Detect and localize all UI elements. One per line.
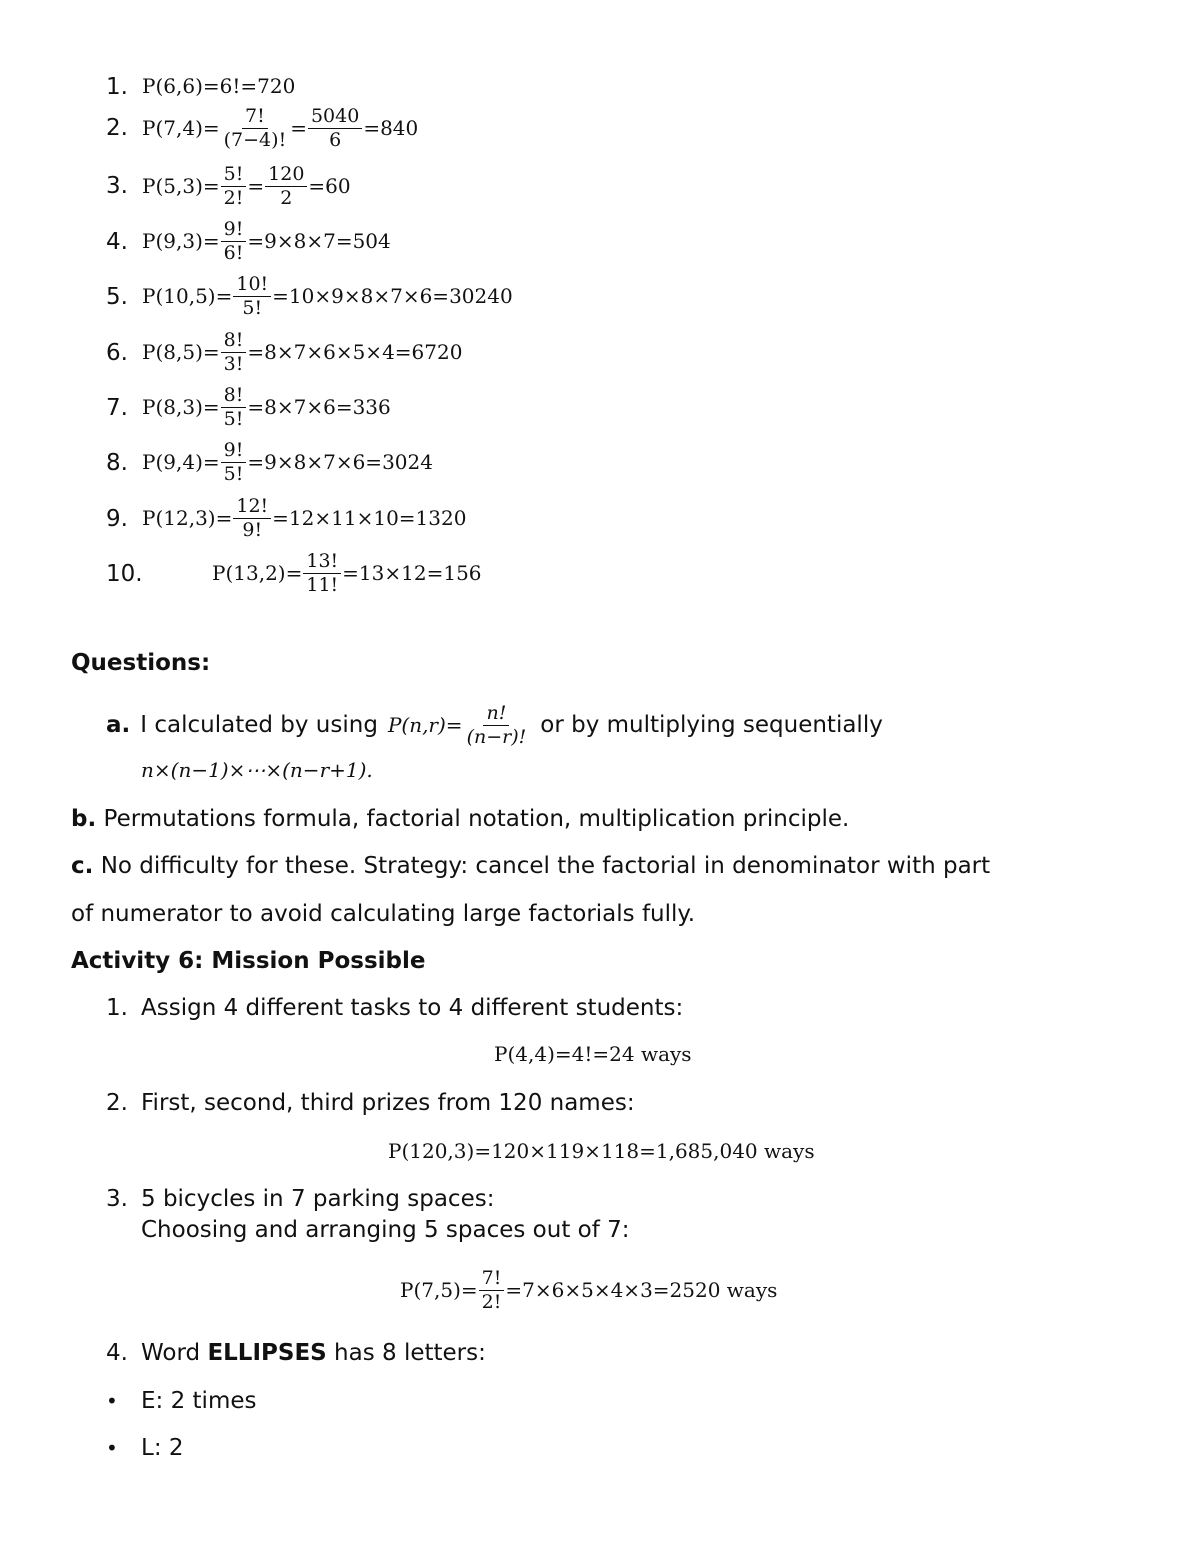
activity-item-2-text: First, second, third prizes from 120 names: — [141, 1090, 635, 1116]
answer-7-equation — [142, 379, 391, 435]
question-a-text: I calculated by using — [140, 711, 378, 738]
activity-item-2-equation: P(120,3)=120×119×118=1,685,040 ways — [388, 1139, 815, 1163]
activity-item-1-number: 1. — [106, 995, 128, 1021]
question-a-label: a. — [106, 711, 131, 738]
question-c-text-line-1: No difficulty for these. Strategy: cancel the factorial in denominator with part — [100, 853, 991, 879]
answer-9-result: =12×11×10=1320 — [272, 506, 467, 530]
activity-heading: Activity 6: Mission Possible — [71, 948, 426, 974]
answer-6-result: =8×7×6×5×4=6720 — [247, 340, 463, 364]
answer-9-equation — [142, 490, 466, 546]
answer-10-fraction-1: $\frac{13!}{11!}$ — [303, 552, 341, 595]
question-a — [106, 700, 883, 750]
question-b — [71, 808, 849, 831]
bullet-2-symbol: • — [106, 1436, 118, 1460]
answer-7-result: =8×7×6=336 — [247, 395, 391, 419]
question-c-text-line-2: of numerator to avoid calculating large factorials fully. — [71, 901, 696, 927]
answer-3-result: =60 — [308, 174, 351, 198]
answer-5-equation — [142, 268, 513, 324]
answer-4-lhs: P(9,3)= — [142, 229, 220, 253]
questions-heading: Questions: — [71, 650, 211, 676]
answer-7-lhs: P(8,3)= — [142, 395, 220, 419]
answer-1-number: 1. — [106, 74, 128, 100]
answer-6-lhs: P(8,5)= — [142, 340, 220, 364]
answer-8-equation — [142, 434, 433, 490]
answer-10-equation — [212, 545, 482, 601]
word-ellipses: ELLIPSES — [207, 1340, 327, 1366]
question-a-text-2: or by multiplying sequentially — [540, 711, 883, 738]
answer-3-fraction-1: $\frac{5!}{2!}$ — [221, 165, 247, 208]
activity-item-3-text: 5 bicycles in 7 parking spaces: — [141, 1186, 495, 1212]
answer-4-result: =9×8×7=504 — [247, 229, 391, 253]
question-a-sequence: n×(n−1)×⋯×(n−r+1). — [141, 758, 373, 782]
answer-6-equation — [142, 324, 462, 380]
answer-2-fraction-1: $\frac{7!}{(7-4)!}$ — [223, 104, 287, 151]
answer-6-fraction-1: $\frac{8!}{3!}$ — [221, 331, 247, 374]
activity-item-3-equation: P(7,5)= $\frac{7!}{2!}$ =7×6×5×4×3=2520 ways — [400, 1266, 778, 1313]
answer-2-fraction-2: $\frac{5040}{6}$ — [308, 107, 362, 150]
activity-item-1-equation: P(4,4)=4!=24 ways — [494, 1042, 692, 1066]
answer-9-number: 9. — [106, 506, 128, 532]
answer-3-fraction-2: $\frac{120}{2}$ — [265, 165, 307, 208]
answer-7-number: 7. — [106, 395, 128, 421]
answer-2-equation: P(7,4)= $\frac{7!}{(7-4)!}$ = $\frac{5040}{6}$ =840 — [142, 104, 419, 151]
answer-1-lhs: P(6,6)= — [142, 74, 220, 98]
answer-2-number: 2. — [106, 115, 128, 141]
activity-item-2-number: 2. — [106, 1090, 128, 1116]
answer-10-lhs: P(13,2)= — [212, 561, 303, 585]
answer-8-lhs: P(9,4)= — [142, 450, 220, 474]
answer-1-result: 6!=720 — [219, 74, 296, 98]
answer-6-number: 6. — [106, 340, 128, 366]
activity-item-3-text-2: Choosing and arranging 5 spaces out of 7: — [141, 1217, 630, 1243]
activity-item-3-number: 3. — [106, 1186, 128, 1212]
answer-5-fraction-1: $\frac{10!}{5!}$ — [233, 275, 271, 318]
question-a-formula: P(n,r)= $\frac{n!}{(n-r)!}$ — [387, 701, 527, 748]
answer-5-lhs: P(10,5)= — [142, 284, 233, 308]
answer-5-number: 5. — [106, 284, 128, 310]
answer-9-lhs: P(12,3)= — [142, 506, 233, 530]
answer-8-fraction-1: $\frac{9!}{5!}$ — [221, 441, 247, 484]
answer-4-equation — [142, 213, 391, 269]
answer-3-lhs: P(5,3)= — [142, 174, 220, 198]
answer-3-number: 3. — [106, 173, 128, 199]
answer-8-number: 8. — [106, 450, 128, 476]
activity-item-1-text: Assign 4 different tasks to 4 different students: — [141, 995, 684, 1021]
answer-10-result: =13×12=156 — [342, 561, 482, 585]
question-c — [71, 855, 990, 878]
answer-2-lhs: P(7,4)= — [142, 116, 220, 140]
answer-10-number: 10. — [106, 561, 143, 587]
answer-9-fraction-1: $\frac{12!}{9!}$ — [233, 497, 271, 540]
answer-7-fraction-1: $\frac{8!}{5!}$ — [221, 386, 247, 429]
question-b-label: b. — [71, 806, 97, 832]
answer-4-number: 4. — [106, 229, 128, 255]
activity-item-4-number: 4. — [106, 1340, 128, 1366]
question-c-label: c. — [71, 853, 94, 879]
bullet-1-text: E: 2 times — [141, 1388, 257, 1414]
bullet-2-text: L: 2 — [141, 1435, 184, 1461]
answer-1-equation — [142, 74, 295, 98]
answer-5-result: =10×9×8×7×6=30240 — [272, 284, 513, 308]
answer-4-fraction-1: $\frac{9!}{6!}$ — [221, 220, 247, 263]
question-b-text: Permutations formula, factorial notation, multiplication principle. — [103, 806, 850, 832]
answer-3-equation: P(5,3)= $\frac{5!}{2!}$ = $\frac{120}{2}$ =60 — [142, 162, 351, 209]
activity-item-4-text: Word ELLIPSES has 8 letters: — [141, 1340, 486, 1366]
answer-8-result: =9×8×7×6=3024 — [247, 450, 433, 474]
answer-2-result: =840 — [363, 116, 419, 140]
bullet-1-symbol: • — [106, 1389, 118, 1413]
